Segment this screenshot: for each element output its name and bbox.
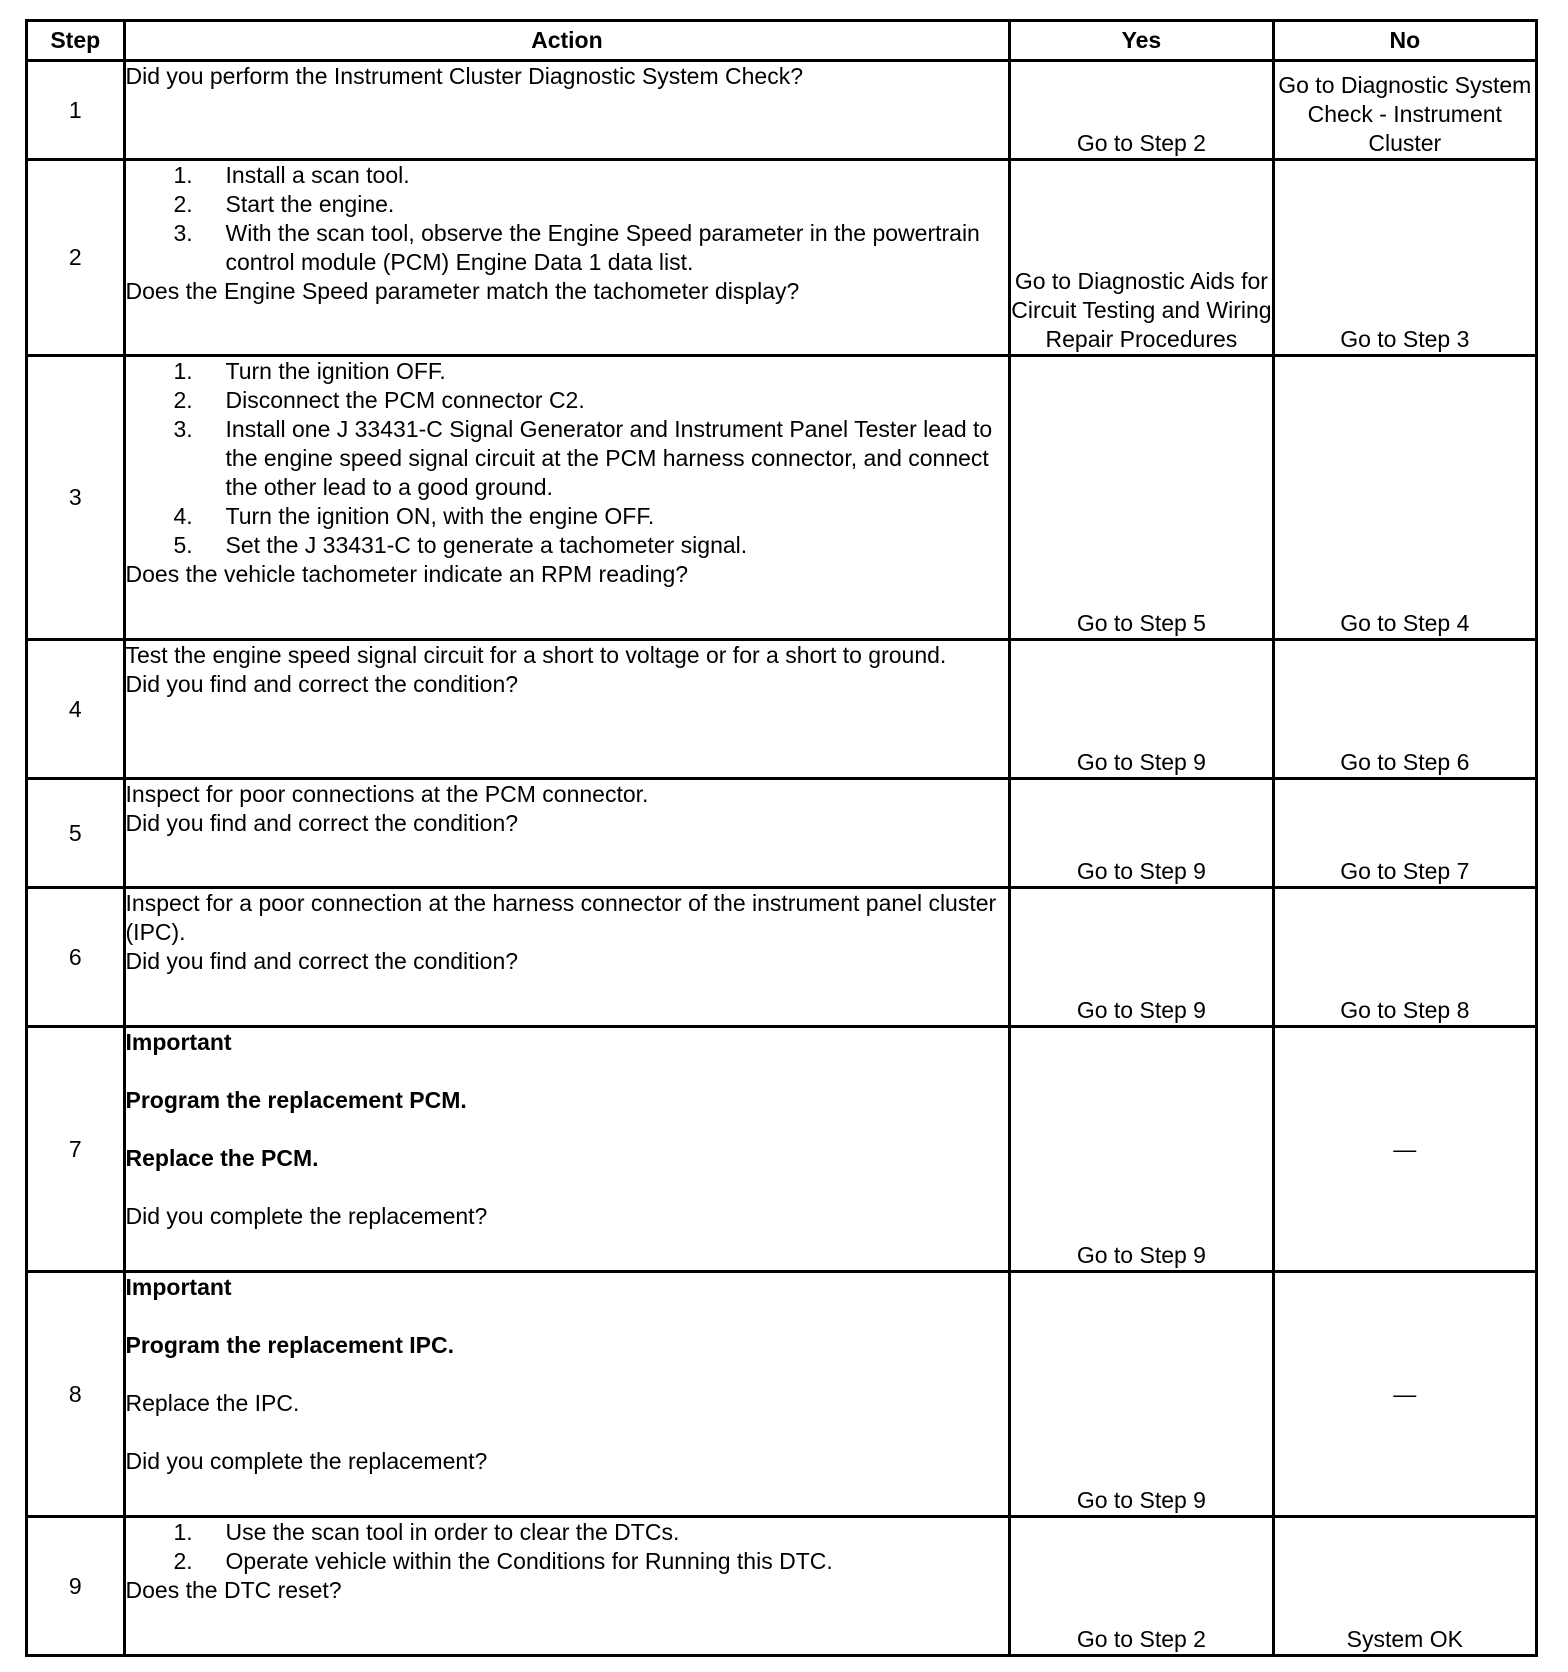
list-item: 2. Disconnect the PCM connector C2. (173, 387, 585, 413)
no-result: Go to Step 6 (1273, 640, 1536, 779)
action-cell (124, 640, 1010, 779)
action-text: Did you perform the Instrument Cluster Diagnostic System Check? (125, 63, 804, 89)
action-cell (124, 160, 1010, 356)
action-question: Did you complete the replacement? (125, 1203, 488, 1229)
table-row (27, 1517, 1537, 1656)
list-item: 5. Set the J 33431-C to generate a tachometer signal. (173, 532, 748, 558)
no-result: — (1273, 1272, 1536, 1517)
step-number: 4 (27, 640, 125, 779)
action-question: Did you find and correct the condition? (125, 810, 519, 836)
replace-instruction: Replace the PCM. (125, 1145, 319, 1171)
yes-result: Go to Step 9 (1010, 1272, 1273, 1517)
step-number: 1 (27, 61, 125, 160)
table-row (27, 1272, 1537, 1517)
list-item: 3. Install one J 33431-C Signal Generator and Instrument Panel Tester lead to the engine speed signal circuit at the PCM harness connector, and connect the other lead to a good ground. (173, 416, 993, 500)
action-cell (124, 1517, 1010, 1656)
list-item: 1. Use the scan tool in order to clear the DTCs. (173, 1519, 680, 1545)
action-text: Test the engine speed signal circuit for a short to voltage or for a short to ground. (125, 642, 947, 668)
action-question: Does the Engine Speed parameter match the tachometer display? (125, 278, 800, 304)
step-number: 7 (27, 1027, 125, 1272)
list-item: 1. Turn the ignition OFF. (173, 358, 446, 384)
important-label: Important (125, 1029, 232, 1055)
yes-result: Go to Step 9 (1010, 1027, 1273, 1272)
table-row (27, 640, 1537, 779)
action-cell (124, 61, 1010, 160)
no-result: System OK (1273, 1517, 1536, 1656)
program-instruction: Program the replacement IPC. (125, 1332, 455, 1358)
action-question: Did you find and correct the condition? (125, 671, 519, 697)
yes-result: Go to Step 5 (1010, 356, 1273, 640)
yes-result: Go to Diagnostic Aids for Circuit Testing and Wiring Repair Procedures (1010, 160, 1273, 356)
step-number: 3 (27, 356, 125, 640)
no-result: Go to Step 7 (1273, 779, 1536, 888)
step-number: 5 (27, 779, 125, 888)
list-item: 4. Turn the ignition ON, with the engine OFF. (173, 503, 655, 529)
replace-instruction: Replace the IPC. (125, 1390, 300, 1416)
action-question: Did you complete the replacement? (125, 1448, 488, 1474)
no-result: — (1273, 1027, 1536, 1272)
action-question: Does the DTC reset? (125, 1577, 342, 1603)
action-cell (124, 779, 1010, 888)
yes-result: Go to Step 9 (1010, 640, 1273, 779)
header-step: Step (27, 21, 125, 61)
list-item: 1. Install a scan tool. (173, 162, 410, 188)
diagnostic-table (25, 19, 1538, 1657)
action-cell (124, 888, 1010, 1027)
action-list (126, 1518, 1009, 1576)
yes-result: Go to Step 2 (1010, 1517, 1273, 1656)
action-list (126, 161, 1009, 277)
step-number: 2 (27, 160, 125, 356)
action-list (126, 357, 1009, 560)
list-item: 2. Start the engine. (173, 191, 395, 217)
action-question: Did you find and correct the condition? (125, 948, 519, 974)
action-text: Inspect for poor connections at the PCM connector. (125, 781, 649, 807)
no-result: Go to Step 4 (1273, 356, 1536, 640)
table-row (27, 356, 1537, 640)
table-row (27, 888, 1537, 1027)
header-action: Action (124, 21, 1010, 61)
step-number: 8 (27, 1272, 125, 1517)
table-row (27, 61, 1537, 160)
header-row (27, 21, 1537, 61)
action-cell (124, 1027, 1010, 1272)
no-result: Go to Diagnostic System Check - Instrument Cluster (1273, 61, 1536, 160)
program-instruction: Program the replacement PCM. (125, 1087, 467, 1113)
table-row (27, 1027, 1537, 1272)
list-item: 2. Operate vehicle within the Conditions for Running this DTC. (173, 1548, 833, 1574)
action-cell (124, 1272, 1010, 1517)
yes-result: Go to Step 2 (1010, 61, 1273, 160)
action-text: Inspect for a poor connection at the harness connector of the instrument panel cluster (IPC). (125, 890, 997, 945)
header-yes: Yes (1010, 21, 1273, 61)
action-cell (124, 356, 1010, 640)
step-number: 6 (27, 888, 125, 1027)
table-row (27, 160, 1537, 356)
list-item: 3. With the scan tool, observe the Engine Speed parameter in the powertrain control module (PCM) Engine Data 1 data list. (173, 220, 980, 275)
important-label: Important (125, 1274, 232, 1300)
step-number: 9 (27, 1517, 125, 1656)
action-question: Does the vehicle tachometer indicate an RPM reading? (125, 561, 689, 587)
header-no: No (1273, 21, 1536, 61)
table-row (27, 779, 1537, 888)
yes-result: Go to Step 9 (1010, 779, 1273, 888)
no-result: Go to Step 3 (1273, 160, 1536, 356)
yes-result: Go to Step 9 (1010, 888, 1273, 1027)
no-result: Go to Step 8 (1273, 888, 1536, 1027)
